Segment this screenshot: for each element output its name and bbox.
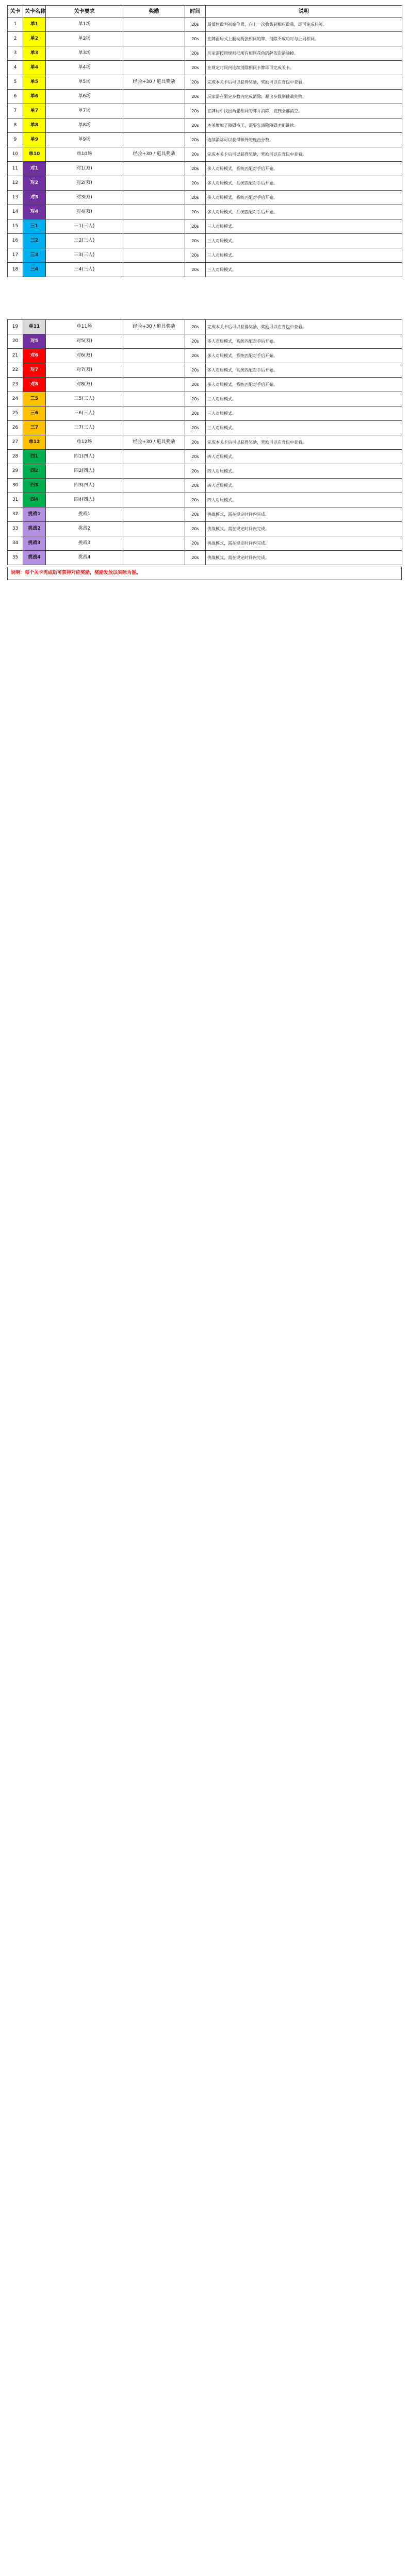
level-description: 三人对局模式。 — [206, 219, 402, 234]
level-format: 对4 — [23, 205, 46, 219]
level-time: 20s — [185, 104, 206, 118]
level-format: 单11 — [23, 320, 46, 334]
level-reward — [123, 450, 185, 464]
level-time: 20s — [185, 133, 206, 147]
level-index: 35 — [8, 551, 23, 565]
table-row — [8, 191, 402, 205]
level-time: 20s — [185, 263, 206, 277]
table-row — [8, 435, 402, 450]
level-description: 三人对局模式。 — [206, 263, 402, 277]
level-format: 对1 — [23, 162, 46, 176]
level-index: 27 — [8, 435, 23, 450]
table-row — [8, 32, 402, 46]
footnote: 说明：每个关卡完成后可获得对应奖励，奖励发放以实际为准。 — [7, 567, 402, 580]
level-time: 20s — [185, 205, 206, 219]
level-time: 20s — [185, 392, 206, 406]
level-description: 四人对局模式。 — [206, 479, 402, 493]
table-row — [8, 363, 402, 378]
level-requirement: 对6(双) — [46, 349, 123, 363]
level-requirement: 对3(双) — [46, 191, 123, 205]
level-index: 8 — [8, 118, 23, 133]
level-time: 20s — [185, 176, 206, 191]
level-requirement: 单12场 — [46, 435, 123, 450]
level-index: 34 — [8, 536, 23, 551]
level-index: 7 — [8, 104, 23, 118]
level-description: 玩家需在限定步数内完成消除，超出步数则挑战失败。 — [206, 90, 402, 104]
level-reward — [123, 32, 185, 46]
level-format: 单12 — [23, 435, 46, 450]
level-time: 20s — [185, 507, 206, 522]
level-requirement: 单5场 — [46, 75, 123, 90]
level-index: 15 — [8, 219, 23, 234]
level-requirement: 单8场 — [46, 118, 123, 133]
level-format: 对7 — [23, 363, 46, 378]
level-reward — [123, 104, 185, 118]
level-reward — [123, 46, 185, 61]
level-time: 20s — [185, 536, 206, 551]
level-reward — [123, 61, 185, 75]
level-requirement: 单1场 — [46, 18, 123, 32]
level-requirement: 单9场 — [46, 133, 123, 147]
table-row — [8, 522, 402, 536]
level-requirement: 四2(四人) — [46, 464, 123, 479]
level-description: 多人对局模式，系统匹配对手后开始。 — [206, 363, 402, 378]
level-requirement: 对7(双) — [46, 363, 123, 378]
level-time: 20s — [185, 479, 206, 493]
level-description: 完成本关卡后可以获得奖励，奖励可以在背包中查看。 — [206, 320, 402, 334]
level-format: 单5 — [23, 75, 46, 90]
level-reward — [123, 349, 185, 363]
level-index: 13 — [8, 191, 23, 205]
level-index: 12 — [8, 176, 23, 191]
level-index: 20 — [8, 334, 23, 349]
level-requirement: 单4场 — [46, 61, 123, 75]
level-index: 30 — [8, 479, 23, 493]
table-row — [8, 320, 402, 334]
level-format: 三7 — [23, 421, 46, 435]
level-requirement: 单7场 — [46, 104, 123, 118]
level-description: 挑战模式，需在规定时间内完成。 — [206, 507, 402, 522]
level-description: 本关增加了障碍格子，需要先清除障碍才能继续。 — [206, 118, 402, 133]
level-format: 单4 — [23, 61, 46, 75]
level-time: 20s — [185, 464, 206, 479]
level-description: 四人对局模式。 — [206, 493, 402, 507]
level-format: 挑战2 — [23, 522, 46, 536]
table-row — [8, 104, 402, 118]
level-reward — [123, 493, 185, 507]
level-requirement: 单10场 — [46, 147, 123, 162]
level-time: 20s — [185, 320, 206, 334]
level-reward — [123, 392, 185, 406]
level-format: 三2 — [23, 234, 46, 248]
level-index: 19 — [8, 320, 23, 334]
level-description: 多人对局模式，系统匹配对手后开始。 — [206, 162, 402, 176]
table-row — [8, 507, 402, 522]
level-reward — [123, 263, 185, 277]
level-format: 单1 — [23, 18, 46, 32]
header-fmt: 关卡名称 — [23, 6, 46, 18]
level-reward: 经验+30 / 道具奖励 — [123, 320, 185, 334]
level-description: 三人对局模式。 — [206, 421, 402, 435]
level-reward — [123, 421, 185, 435]
level-time: 20s — [185, 118, 206, 133]
level-index: 24 — [8, 392, 23, 406]
level-time: 20s — [185, 493, 206, 507]
table-row — [8, 479, 402, 493]
level-requirement: 对5(双) — [46, 334, 123, 349]
level-reward — [123, 406, 185, 421]
level-description: 完成本关卡后可以获得奖励，奖励可以在背包中查看。 — [206, 75, 402, 90]
level-reward — [123, 248, 185, 263]
header-rew: 奖励 — [123, 6, 185, 18]
table-row — [8, 421, 402, 435]
level-reward — [123, 464, 185, 479]
level-description: 多人对局模式，系统匹配对手后开始。 — [206, 205, 402, 219]
level-requirement: 对4(双) — [46, 205, 123, 219]
level-index: 31 — [8, 493, 23, 507]
table-row — [8, 536, 402, 551]
table-row — [8, 392, 402, 406]
level-requirement: 三6(三人) — [46, 406, 123, 421]
level-requirement: 三2(三人) — [46, 234, 123, 248]
table-row — [8, 147, 402, 162]
level-reward — [123, 133, 185, 147]
level-format: 对6 — [23, 349, 46, 363]
level-time: 20s — [185, 219, 206, 234]
table-row — [8, 75, 402, 90]
level-reward — [123, 334, 185, 349]
level-index: 25 — [8, 406, 23, 421]
header-idx: 关卡 — [8, 6, 23, 18]
level-index: 28 — [8, 450, 23, 464]
level-format: 三3 — [23, 248, 46, 263]
header-req: 关卡要求 — [46, 6, 123, 18]
level-description: 最低位数为初始位置，向上一次收集到相应数量，即可完成任务。 — [206, 18, 402, 32]
level-table-1 — [7, 5, 402, 277]
level-time: 20s — [185, 191, 206, 205]
level-index: 11 — [8, 162, 23, 176]
level-requirement: 三3(三人) — [46, 248, 123, 263]
level-reward — [123, 536, 185, 551]
level-format: 四2 — [23, 464, 46, 479]
level-requirement: 单6场 — [46, 90, 123, 104]
level-time: 20s — [185, 32, 206, 46]
level-time: 20s — [185, 522, 206, 536]
level-reward — [123, 205, 185, 219]
level-time: 20s — [185, 90, 206, 104]
level-description: 在牌局中找出两张相同的牌并消除，直到全部清空。 — [206, 104, 402, 118]
level-description: 挑战模式，需在规定时间内完成。 — [206, 522, 402, 536]
level-index: 23 — [8, 378, 23, 392]
level-index: 14 — [8, 205, 23, 219]
level-time: 20s — [185, 61, 206, 75]
level-index: 22 — [8, 363, 23, 378]
level-description: 挑战模式，需在规定时间内完成。 — [206, 536, 402, 551]
level-format: 单9 — [23, 133, 46, 147]
level-index: 32 — [8, 507, 23, 522]
level-format: 三5 — [23, 392, 46, 406]
level-description: 连续消除可以获得额外的连击分数。 — [206, 133, 402, 147]
level-time: 20s — [185, 450, 206, 464]
level-requirement: 对8(双) — [46, 378, 123, 392]
table-row — [8, 248, 402, 263]
level-index: 17 — [8, 248, 23, 263]
level-time: 20s — [185, 551, 206, 565]
level-index: 21 — [8, 349, 23, 363]
table-row — [8, 263, 402, 277]
level-reward — [123, 90, 185, 104]
level-format: 挑战1 — [23, 507, 46, 522]
level-time: 20s — [185, 147, 206, 162]
level-format: 三6 — [23, 406, 46, 421]
level-index: 33 — [8, 522, 23, 536]
table-row — [8, 378, 402, 392]
table-row — [8, 450, 402, 464]
level-requirement: 单11场 — [46, 320, 123, 334]
table-row — [8, 349, 402, 363]
table-row — [8, 133, 402, 147]
header-time: 时间 — [185, 6, 206, 18]
level-requirement: 三1(三人) — [46, 219, 123, 234]
header-desc: 说明 — [206, 6, 402, 18]
level-requirement: 挑战3 — [46, 536, 123, 551]
table-row — [8, 551, 402, 565]
level-description: 完成本关卡后可以获得奖励，奖励可以在背包中查看。 — [206, 147, 402, 162]
level-description: 多人对局模式，系统匹配对手后开始。 — [206, 349, 402, 363]
table-header-row — [8, 6, 402, 18]
level-requirement: 单3场 — [46, 46, 123, 61]
level-format: 四4 — [23, 493, 46, 507]
level-time: 20s — [185, 75, 206, 90]
level-index: 9 — [8, 133, 23, 147]
level-index: 10 — [8, 147, 23, 162]
level-format: 单6 — [23, 90, 46, 104]
level-reward — [123, 378, 185, 392]
level-format: 单3 — [23, 46, 46, 61]
level-description: 三人对局模式。 — [206, 392, 402, 406]
table-row — [8, 90, 402, 104]
table-row — [8, 234, 402, 248]
table-row — [8, 162, 402, 176]
level-index: 2 — [8, 32, 23, 46]
level-requirement: 四1(四人) — [46, 450, 123, 464]
level-format: 对5 — [23, 334, 46, 349]
level-reward — [123, 162, 185, 176]
level-time: 20s — [185, 363, 206, 378]
level-index: 29 — [8, 464, 23, 479]
level-time: 20s — [185, 162, 206, 176]
level-reward — [123, 18, 185, 32]
level-description: 多人对局模式，系统匹配对手后开始。 — [206, 378, 402, 392]
level-requirement: 挑战2 — [46, 522, 123, 536]
level-format: 四3 — [23, 479, 46, 493]
table-row — [8, 118, 402, 133]
level-format: 对2 — [23, 176, 46, 191]
level-format: 对3 — [23, 191, 46, 205]
level-format: 单7 — [23, 104, 46, 118]
level-reward: 经验+30 / 道具奖励 — [123, 147, 185, 162]
level-time: 20s — [185, 378, 206, 392]
level-time: 20s — [185, 334, 206, 349]
level-description: 多人对局模式，系统匹配对手后开始。 — [206, 176, 402, 191]
level-reward — [123, 522, 185, 536]
level-reward: 经验+30 / 道具奖励 — [123, 435, 185, 450]
level-description: 挑战模式，需在规定时间内完成。 — [206, 551, 402, 565]
level-time: 20s — [185, 435, 206, 450]
table-row — [8, 464, 402, 479]
level-requirement: 对1(双) — [46, 162, 123, 176]
level-reward — [123, 363, 185, 378]
level-format: 挑战4 — [23, 551, 46, 565]
level-index: 6 — [8, 90, 23, 104]
table-row — [8, 205, 402, 219]
level-description: 四人对局模式。 — [206, 450, 402, 464]
level-format: 单10 — [23, 147, 46, 162]
level-requirement: 四4(四人) — [46, 493, 123, 507]
level-format: 三4 — [23, 263, 46, 277]
table-row — [8, 493, 402, 507]
level-description: 多人对局模式，系统匹配对手后开始。 — [206, 334, 402, 349]
level-format: 单2 — [23, 32, 46, 46]
level-index: 16 — [8, 234, 23, 248]
level-reward — [123, 479, 185, 493]
level-table-2 — [7, 319, 402, 565]
level-time: 20s — [185, 248, 206, 263]
level-time: 20s — [185, 46, 206, 61]
table-row — [8, 176, 402, 191]
level-requirement: 单2场 — [46, 32, 123, 46]
table-row — [8, 406, 402, 421]
level-index: 26 — [8, 421, 23, 435]
level-reward — [123, 234, 185, 248]
level-index: 1 — [8, 18, 23, 32]
level-requirement: 对2(双) — [46, 176, 123, 191]
level-description: 完成本关卡后可以获得奖励，奖励可以在背包中查看。 — [206, 435, 402, 450]
level-index: 4 — [8, 61, 23, 75]
level-requirement: 三7(三人) — [46, 421, 123, 435]
level-reward — [123, 191, 185, 205]
level-reward — [123, 118, 185, 133]
level-requirement: 挑战1 — [46, 507, 123, 522]
level-reward — [123, 507, 185, 522]
level-reward — [123, 176, 185, 191]
level-requirement: 三5(三人) — [46, 392, 123, 406]
level-description: 三人对局模式。 — [206, 234, 402, 248]
table-row — [8, 219, 402, 234]
level-description: 四人对局模式。 — [206, 464, 402, 479]
table-row — [8, 18, 402, 32]
level-reward: 经验+30 / 道具奖励 — [123, 75, 185, 90]
level-description: 三人对局模式。 — [206, 248, 402, 263]
table-row — [8, 61, 402, 75]
level-description: 多人对局模式，系统匹配对手后开始。 — [206, 191, 402, 205]
level-description: 在规定时间内连续消除相同卡牌即可完成关卡。 — [206, 61, 402, 75]
level-index: 18 — [8, 263, 23, 277]
level-index: 3 — [8, 46, 23, 61]
level-requirement: 四3(四人) — [46, 479, 123, 493]
level-time: 20s — [185, 421, 206, 435]
level-requirement: 挑战4 — [46, 551, 123, 565]
level-format: 对8 — [23, 378, 46, 392]
level-time: 20s — [185, 349, 206, 363]
level-description: 三人对局模式。 — [206, 406, 402, 421]
level-requirement: 三4(三人) — [46, 263, 123, 277]
level-reward — [123, 551, 185, 565]
level-index: 5 — [8, 75, 23, 90]
level-format: 三1 — [23, 219, 46, 234]
level-time: 20s — [185, 234, 206, 248]
table-row — [8, 46, 402, 61]
level-format: 单8 — [23, 118, 46, 133]
level-format: 挑战3 — [23, 536, 46, 551]
level-format: 四1 — [23, 450, 46, 464]
level-time: 20s — [185, 18, 206, 32]
table-row — [8, 334, 402, 349]
level-description: 在牌面局式上翻动两张相同的牌，消除不成功时与上局相同。 — [206, 32, 402, 46]
level-description: 玩家需按照规则把所有相同花色的牌依次消除掉。 — [206, 46, 402, 61]
level-reward — [123, 219, 185, 234]
level-time: 20s — [185, 406, 206, 421]
